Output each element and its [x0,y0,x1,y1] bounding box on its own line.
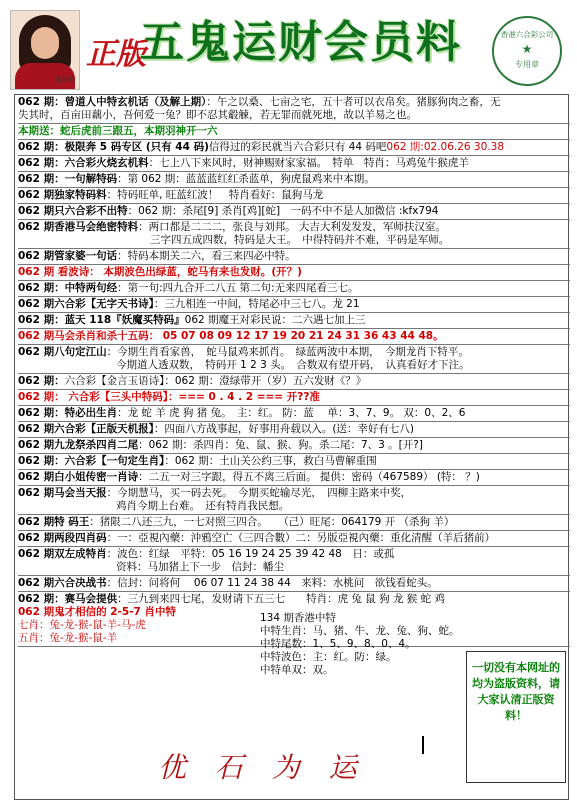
line-heading: 曾道人中特玄机话（及解上期） [64,96,207,108]
content-line [18,189,570,202]
content-line [18,593,570,606]
line-text: 失其时，百亩田藕小，吾何爱一兔？即不忍其觳觫，若无罪而就死地，故以羊易之也。 [18,109,417,121]
line-text: ：信封：问将何 06 07 11 24 38 44 来料：水桃问 欲钱看蛇头。 [106,577,438,589]
line-heading: 九龙祭杀四肖二尾 [54,439,139,451]
row-divider [18,453,570,454]
line-period: 062 期 [18,532,55,544]
seal-star-icon: ★ [521,42,533,56]
line-text: ：062 期：土山关公约三事，救白马曹解重围 [164,455,377,467]
row-divider [18,248,570,249]
line-text: 062 期马会杀肖和杀十五码： 05 07 08 09 12 17 19 20 21 24 31 36 43 44 48。 [18,330,444,342]
line-period: 062 期 [18,577,55,589]
line-heading: 蓝天 118『妖魔买特码』 [64,314,185,326]
content-line [18,173,570,186]
line-heading: 赛马会提供 [64,593,118,605]
row-divider [18,389,570,390]
line-text: 今期道人透双数， 特码开 1 2 3 头。 合数双有望开码， 认真看好才下注。 [116,359,470,371]
line-period: 062 期： [18,314,65,326]
line-period: 本期送： [18,125,60,137]
row-divider [18,328,570,329]
content-line [18,407,570,420]
line-period: 062 期六合彩 [18,298,86,310]
line-text: ：二五一对三字跟，得五不离三后面。 提供：密码（467589） (特： ？) [138,471,480,483]
hk-row: 中特生肖：马、猪、牛、龙、兔、狗、蛇。 [260,625,460,637]
line-period: 062 期 [18,221,55,233]
line-period: 062 期 [18,548,55,560]
line-period: 062 期 [18,205,55,217]
seal-top-text: 香港六合彩公司 [500,30,554,39]
content-line [18,577,570,590]
line-period: 062 期 [18,189,55,201]
content-line [18,516,570,529]
line-period: 062 期： [18,96,65,108]
line-period: 062 期 [18,250,55,262]
content-line [18,359,570,372]
line-period: 062 期 [18,471,55,483]
row-divider [18,421,570,422]
line-text: 三字四五成四数，特码是大王。 中得特码并不难，平码是军师。 [150,234,450,246]
row-divider [18,546,570,547]
footer-slogan: 优 石 为 运 [158,751,367,784]
line-text: ：特码旺单, 旺蓝红波！ 特肖看好：鼠狗马龙 [106,189,324,201]
row-divider [18,203,570,204]
official-seal [492,16,562,86]
line-text: ：龙 蛇 羊 虎 狗 猪 兔。 主：红。 防：蓝 单：3、7、9。 双：0、2、6 [117,407,466,419]
line-text: ：三九相连一中间，特尾必中三七八。龙 21 [153,298,360,310]
row-divider [18,437,570,438]
content-line [18,423,570,436]
line-heading: 香港马会绝密特料 [54,221,139,233]
line-text: ：波色：红绿 平特：05 16 19 24 25 39 42 48 日：或孤 [106,548,395,560]
row-divider [18,187,570,188]
hk-row: 中特波色：主：红。防：绿。 [260,651,397,663]
row-divider [18,264,570,265]
anti-piracy-notice [466,651,566,783]
line-text: ：午之以桑、七亩之宅，五十者可以衣帛矣。猪豚狗肉之畜，无 [206,96,501,108]
row-divider [18,344,570,345]
line-text: 062 期： 六合彩【三头中特码】：=== 0 . 4 . 2 === 开??准 [18,391,320,403]
row-divider [18,139,570,140]
line-period: 062 期： [18,375,65,387]
content-line [18,455,570,468]
line-text: 资料：马加猪上下一步 信封：幡尘 [116,561,284,573]
line-highlight: 062 期:02.06.26 30.38 [386,141,504,153]
line-text: 鸡肖今期上台难。 还有特肖我民想。 [116,500,290,512]
line-heading: 【无字天书诗】 [85,298,154,310]
divider-bar [422,736,424,754]
row-divider [18,469,570,470]
line-text: 六合彩【金言玉语诗】：062 期：澄绿带开（岁）五六发财《？》 [64,375,367,387]
line-heading: 独家特码料 [54,189,107,201]
content-line [18,330,570,343]
content-line [18,500,570,513]
row-divider [18,312,570,313]
line-text: ：猪限二八还三九，一七对照三四合。 （己）旺尾：064179 开 （杀狗 羊） [89,516,455,528]
line-heading: 六合彩【一句定生肖】 [64,455,165,467]
line-text: ：一：亞視內藥：沖鴉空亡（三四合數）二：另版亞視內藥：重化清醒（羊后猪前） [106,532,496,544]
content-line [18,439,570,452]
row-divider [18,373,570,374]
content-line [18,561,570,574]
hk-title: 134 期香港中特 [260,612,336,624]
row-divider [18,575,570,576]
line-text: 信得过的彩民就当六合彩只有 44 码吧 [208,141,387,153]
portrait-photo [10,10,80,90]
content-line [18,266,570,279]
row-divider [18,155,570,156]
line-period: 062 期 [18,516,55,528]
line-period: 062 期： [18,157,65,169]
line-text: 七肖：兔-龙-猴-鼠-羊-马-虎 [18,619,146,631]
line-text: 062 期 看波诗： 本期波色出绿蓝，蛇马有来也发财。(开？) [18,266,302,278]
line-text: ：四面八方战事起，好事用舟载以入。(送：幸好有七八) [153,423,415,435]
row-divider [18,219,570,220]
hk-row: 中特尾数：1、5、9、8、0、4。 [260,638,416,650]
row-divider [18,405,570,406]
line-heading: 白小姐传密一肖诗 [54,471,139,483]
content-line [18,298,570,311]
content-line [18,471,570,484]
line-text: ：第一句:四九合开二八五 第二句:无来四尾看三七。 [117,282,359,294]
row-divider [18,591,570,592]
row-divider [18,171,570,172]
line-period: 062 期： [18,593,65,605]
line-heading: 特必出生肖 [64,407,118,419]
row-divider [18,280,570,281]
line-heading: 两段四肖码 [54,532,107,544]
page-title: 五鬼运财会员料 [140,17,462,68]
line-period: 062 期 [18,439,55,451]
row-divider [18,296,570,297]
line-period: 062 期： [18,455,65,467]
content-line [18,205,570,218]
line-text: ：第 062 期：蓝蓝蓝红红杀蓝单，狗虎鼠鸡来中本期。 [117,173,375,185]
content-line [18,391,570,404]
content-line [18,109,570,122]
content-line [18,282,570,295]
line-heading: 只六合彩不出特 [54,205,128,217]
content-line [18,221,570,234]
content-lines [18,96,570,648]
line-text: 062 期鬼才相信的 2-5-7 肖中特 [18,606,177,618]
line-heading: 管家婆一句话 [54,250,118,262]
row-divider [18,514,570,515]
line-period: 062 期马会当天报 [18,487,107,499]
line-text: ：今期生肖看家兽， 蛇马鼠鸡来抓肖。 绿蓝两波中本期， 今期龙肖下特平。 [106,346,469,358]
line-text: ：七上八下来风时，财神赐财家家福。 特单 特肖：马鸡兔牛猴虎羊 [148,157,469,169]
content-line [18,532,570,545]
line-heading: 极限奔 5 码专区 (只有 44 码) [64,141,209,153]
line-period: 062 期： [18,141,65,153]
line-heading: 特 码王 [54,516,90,528]
line-text: ：062 期：杀四肖：兔、鼠、猴、狗。杀二尾：7、3 。[开?] [138,439,423,451]
content-line [18,234,570,247]
content-line [18,487,570,500]
line-period: 062 期八 [18,346,65,358]
row-divider [18,123,570,124]
line-heading: 六合彩火烧玄机料 [64,157,149,169]
side-mark: 正版 [86,37,146,72]
row-divider [18,530,570,531]
notice-text: 一切没有本网址的均为盗版资料，请大家认清正版资料！ [472,661,560,722]
line-text: ：三九到来四七尾，发财请下五三七 特肖：虎 兔 鼠 狗 龙 猴 蛇 鸡 [117,593,445,605]
line-text: ：特码本期关二六，看三来四必中特。 [117,250,296,262]
line-period: 062 期六合彩 [18,423,86,435]
line-period: 062 期： [18,173,65,185]
content-line [18,314,570,327]
photo-caption: 朱雨后 [55,76,76,84]
line-text: 062 期魔王对彩民说：二六遇七加上三 [184,314,366,326]
content-line [18,141,570,154]
content-line [18,250,570,263]
line-heading: 句定江山 [64,346,107,358]
hk-row: 中特单双：双。 [260,664,334,676]
content-line [18,346,570,359]
header [0,0,577,96]
line-text: ：两口都是二二二，张良与刘邦。 大吉大利发发发，军师扶汉室。 [138,221,446,233]
content-line [18,548,570,561]
line-heading: 一句解特码 [64,173,118,185]
line-text: 五肖：兔-龙-猴-鼠-羊 [18,632,118,644]
line-period: 062 期： [18,407,65,419]
content-line [18,157,570,170]
line-text: ：今期慧马，买一码去死。 今期买蛇输尽光， 四柳主路来中奖， [106,487,412,499]
line-heading: 六合决战书 [54,577,107,589]
line-heading: 中特两句经 [64,282,118,294]
line-heading: 双左成特肖 [54,548,107,560]
seal-bottom-text: 专用章 [515,60,539,69]
line-text: ：062 期：杀尾[9] 杀肖[鸡][蛇] 一码不中不是人加微信 :kfx794 [127,205,439,217]
content-line [18,125,570,138]
content-line [18,375,570,388]
line-heading: 【正版天机报】 [85,423,154,435]
hk-prediction-block [260,612,460,677]
content-line [18,96,570,109]
row-divider [18,485,570,486]
line-period: 062 期： [18,282,65,294]
line-heading: 蛇后虎前三跟五，本期羽神开一六 [60,125,218,137]
